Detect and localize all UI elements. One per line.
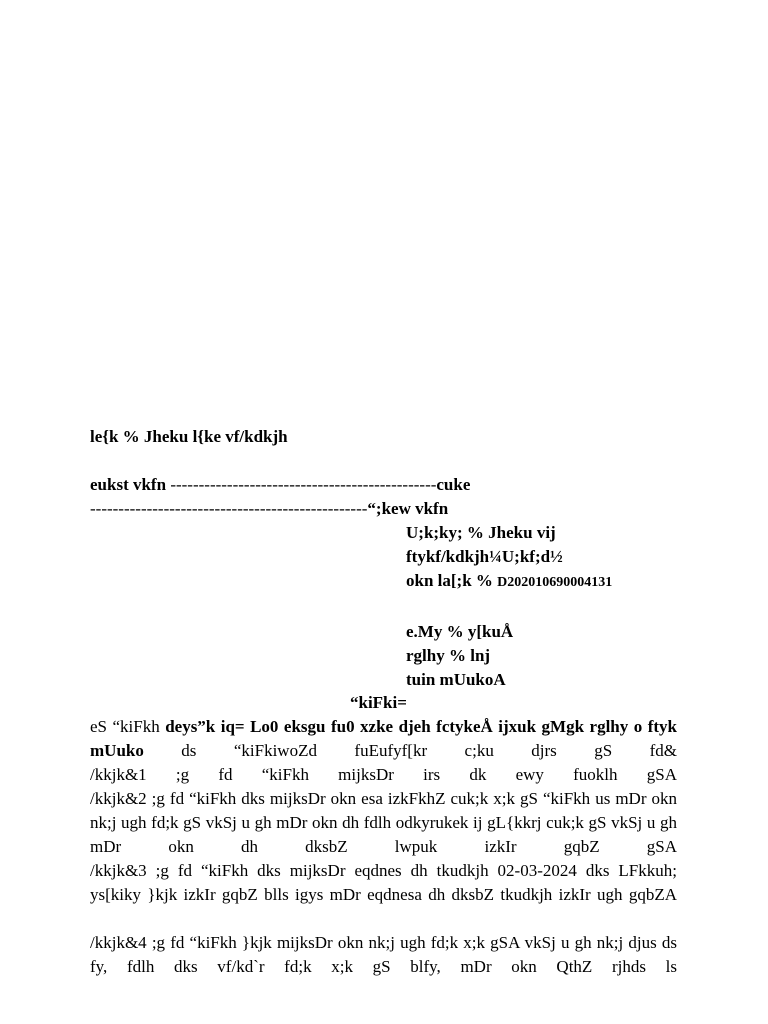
versus-dashes: ------------------------------------------------- [90,499,368,518]
court-line-4: e.My % y[kuÅ [406,622,514,641]
party-line [90,473,470,497]
paragraph-5: /kkjk&4 ;g fd “kiFkh }kjk mijksDr okn nk;j ugh fd;k x;k gSA vkSj u gh nk;j djus ds fy, fdlh dks vf/kd`r fd;k x;k gS blfy, mDr okn QthZ rjhds ls [90,933,677,976]
court-line-2: ftykf/kdkjh¼U;kf;d½ [406,547,563,566]
versus-role: “;kew vkfn [367,499,449,518]
party-role: cuke [436,475,471,494]
versus-line [90,497,448,521]
case-number-label: okn la[;k % [406,571,493,590]
case-number-line [406,569,612,595]
paragraph-3: /kkjk&2 ;g fd “kiFkh dks mijksDr okn esa izkFkhZ cuk;k x;k gS “kiFkh us mDr okn nk;j ugh fd;k gS vkSj u gh mDr okn dh fdlh odkyrukek ij gL{kkrj cuk;k gS vkSj u gh mDr okn dh dksbZ lwpuk izkIr gqbZ gSA [90,789,677,856]
party-dashes: ----------------------------------------------- [170,475,437,494]
header-title: le{k % Jheku l{ke vf/kdkjh [90,427,288,446]
paragraph-1-bold: deys”k iq= Lo0 eksgu fu0 xzke djeh fctykeÅ ijxuk gMgk rglhy o ftyk mUuko [90,717,677,760]
party-name: eukst vkfn [90,475,167,494]
paragraph-1-post: ds “kiFkiwoZd fuEufyf[kr c;ku djrs gS fd& [143,741,677,760]
paragraph-4: /kkjk&3 ;g fd “kiFkh dks mijksDr eqdnes dh tkudkjh 02-03-2024 dks LFkkuh; ys[kiky }kjk izkIr gqbZ blls igys mDr eqdnesa dh dksbZ tkudkjh izkIr ugh gqbZA [90,861,677,904]
paragraph-2: /kkjk&1 ;g fd “kiFkh mijksDr irs dk ewy fuoklh gSA [90,765,677,784]
court-line-1: U;k;ky; % Jheku vij [406,523,556,542]
case-number: D202010690004131 [497,575,613,590]
document-title: “kiFki= [350,693,407,712]
court-line-6: tuin mUukoA [406,670,506,689]
paragraph-1-pre: eS “kiFkh [90,717,166,736]
court-line-5: rglhy % lnj [406,646,491,665]
paragraph-1 [90,715,677,763]
